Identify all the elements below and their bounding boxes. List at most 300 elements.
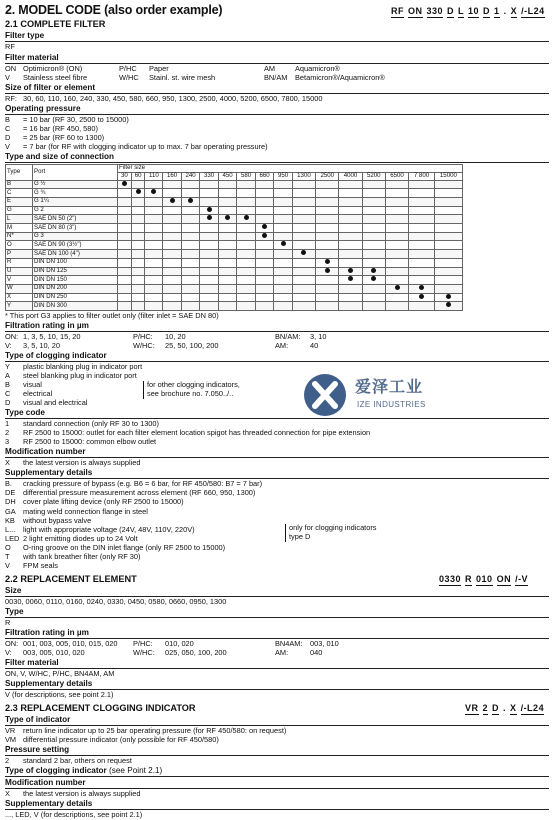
list-item: C = 16 bar (RF 450, 580) bbox=[5, 123, 98, 133]
table-cell bbox=[362, 232, 385, 241]
table-cell bbox=[339, 241, 362, 250]
list-item: VR return line indicator up to 25 bar operating pressure (for RF 450/580: on request) bbox=[5, 726, 287, 736]
label-element-material: Filter material bbox=[5, 658, 549, 669]
table-header-size-value: 580 bbox=[237, 172, 256, 180]
table-cell bbox=[131, 284, 145, 293]
table-cell bbox=[181, 189, 200, 198]
list-item: ON: 001, 003, 005, 010, 015, 020 P/HC: 010, 020 BN4AM: 003, 010 bbox=[5, 639, 339, 649]
table-cell bbox=[131, 302, 145, 311]
table-cell bbox=[237, 197, 256, 206]
table-cell bbox=[385, 276, 408, 285]
code-part: 10 bbox=[468, 6, 480, 16]
code-part: R bbox=[465, 573, 473, 584]
indicator-modification-list bbox=[5, 789, 549, 798]
list-item: L... light with appropriate voltage (24V, 48V, 110V, 220V) bbox=[5, 524, 195, 534]
code-part: ON bbox=[496, 573, 512, 584]
list-item: KB without bypass valve bbox=[5, 515, 92, 525]
table-cell bbox=[385, 267, 408, 276]
list-item: X the latest version is always supplied bbox=[5, 458, 141, 468]
table-cell bbox=[274, 241, 293, 250]
label-indicator-modification: Modification number bbox=[5, 778, 549, 789]
table-row bbox=[6, 232, 463, 241]
label-indicator-type: Type of indicator bbox=[5, 715, 549, 726]
table-cell bbox=[409, 189, 435, 198]
table-cell bbox=[385, 215, 408, 224]
table-cell bbox=[339, 258, 362, 267]
table-cell bbox=[316, 258, 339, 267]
table-cell bbox=[339, 250, 362, 259]
table-cell bbox=[181, 250, 200, 259]
table-cell-port: DIN DN 100 bbox=[33, 258, 118, 267]
table-cell bbox=[274, 180, 293, 189]
table-cell bbox=[255, 189, 274, 198]
table-cell bbox=[181, 180, 200, 189]
model-code-element bbox=[437, 574, 530, 586]
table-header-size-value: 60 bbox=[131, 172, 145, 180]
table-cell bbox=[145, 180, 163, 189]
table-cell bbox=[131, 267, 145, 276]
list-item: V FPM seals bbox=[5, 560, 58, 570]
list-item: GA mating weld connection flange in steel bbox=[5, 506, 148, 516]
supplementary-list bbox=[5, 479, 549, 569]
table-cell bbox=[145, 267, 163, 276]
table-cell bbox=[385, 180, 408, 189]
table-cell bbox=[118, 206, 132, 215]
label-size: Size of filter or element bbox=[5, 83, 549, 94]
table-cell bbox=[409, 276, 435, 285]
label-filtration-rating: Filtration rating in µm bbox=[5, 321, 549, 332]
table-cell bbox=[255, 276, 274, 285]
table-cell bbox=[409, 206, 435, 215]
table-cell bbox=[316, 293, 339, 302]
availability-dot bbox=[419, 285, 424, 290]
table-header-size-value: 30 bbox=[118, 172, 132, 180]
table-cell bbox=[362, 215, 385, 224]
table-cell bbox=[274, 206, 293, 215]
table-cell bbox=[316, 250, 339, 259]
table-cell bbox=[145, 197, 163, 206]
table-cell bbox=[292, 302, 315, 311]
table-cell bbox=[255, 284, 274, 293]
table-cell-type: O bbox=[6, 241, 33, 250]
code-part: /-L24 bbox=[520, 703, 545, 714]
table-cell bbox=[362, 206, 385, 215]
table-cell bbox=[163, 180, 182, 189]
table-cell bbox=[118, 224, 132, 233]
label-type-code: Type code bbox=[5, 408, 549, 419]
table-cell bbox=[131, 258, 145, 267]
table-row bbox=[6, 258, 463, 267]
list-item: B = 10 bar (RF 30, 2500 to 15000) bbox=[5, 114, 129, 124]
table-cell bbox=[200, 267, 219, 276]
table-cell bbox=[237, 180, 256, 189]
table-header-size-value: 330 bbox=[200, 172, 219, 180]
table-cell bbox=[339, 293, 362, 302]
table-row bbox=[6, 293, 463, 302]
table-row bbox=[6, 284, 463, 293]
table-cell bbox=[434, 284, 462, 293]
code-part: . bbox=[503, 703, 507, 714]
table-cell bbox=[218, 197, 237, 206]
availability-dot bbox=[207, 207, 212, 212]
table-cell bbox=[163, 206, 182, 215]
table-cell bbox=[316, 189, 339, 198]
table-cell-port: G 1¼ bbox=[33, 197, 118, 206]
list-item: 2 standard 2 bar, others on request bbox=[5, 756, 132, 766]
table-cell bbox=[181, 224, 200, 233]
table-cell bbox=[255, 232, 274, 241]
element-type-value: R bbox=[5, 617, 11, 627]
table-cell bbox=[145, 258, 163, 267]
table-cell bbox=[200, 232, 219, 241]
availability-dot bbox=[225, 215, 230, 220]
table-cell bbox=[131, 197, 145, 206]
list-item: X the latest version is always supplied bbox=[5, 789, 141, 799]
table-cell bbox=[181, 293, 200, 302]
table-cell bbox=[237, 232, 256, 241]
table-row bbox=[6, 276, 463, 285]
table-cell bbox=[163, 302, 182, 311]
table-cell bbox=[316, 197, 339, 206]
table-cell bbox=[385, 293, 408, 302]
table-cell bbox=[434, 224, 462, 233]
table-row bbox=[6, 189, 463, 198]
table-cell bbox=[145, 284, 163, 293]
table-cell bbox=[274, 215, 293, 224]
table-cell-type: X bbox=[6, 293, 33, 302]
table-cell bbox=[237, 293, 256, 302]
table-cell bbox=[218, 232, 237, 241]
table-cell bbox=[131, 250, 145, 259]
list-item: Y plastic blanking plug in indicator port bbox=[5, 362, 143, 372]
indicator-type-list bbox=[5, 726, 549, 744]
watermark-logo bbox=[302, 372, 472, 418]
table-cell bbox=[292, 284, 315, 293]
table-cell bbox=[362, 224, 385, 233]
table-cell bbox=[181, 206, 200, 215]
table-header-size-value: 950 bbox=[274, 172, 293, 180]
table-cell bbox=[409, 215, 435, 224]
table-cell bbox=[163, 232, 182, 241]
table-cell bbox=[181, 232, 200, 241]
table-cell bbox=[163, 215, 182, 224]
table-header-size-value: 4000 bbox=[339, 172, 362, 180]
table-cell bbox=[131, 276, 145, 285]
table-cell bbox=[255, 215, 274, 224]
table-cell bbox=[131, 206, 145, 215]
table-cell-port: SAE DN 80 (3") bbox=[33, 224, 118, 233]
availability-dot bbox=[419, 294, 424, 299]
list-item: V = 7 bar (for RF with clogging indicator up to max. 7 bar operating pressure) bbox=[5, 141, 268, 151]
section-heading-complete-filter: 2.1 COMPLETE FILTER bbox=[5, 19, 106, 30]
table-cell bbox=[200, 197, 219, 206]
table-cell-type: R bbox=[6, 258, 33, 267]
table-cell bbox=[409, 250, 435, 259]
table-cell bbox=[255, 258, 274, 267]
table-cell bbox=[163, 197, 182, 206]
table-header-size-value: 6500 bbox=[385, 172, 408, 180]
table-cell bbox=[181, 284, 200, 293]
list-item: O O-ring groove on the DIN inlet flange (only RF 2500 to 15000) bbox=[5, 542, 226, 552]
table-header-size-value: 160 bbox=[163, 172, 182, 180]
table-cell bbox=[316, 224, 339, 233]
filtration-rating-list bbox=[5, 332, 549, 350]
table-cell bbox=[131, 180, 145, 189]
table-cell bbox=[362, 189, 385, 198]
list-item: V: 003, 005, 010, 020 W/HC: 025, 050, 100, 200 AM: 040 bbox=[5, 648, 323, 658]
table-row bbox=[6, 250, 463, 259]
table-cell-port: DIN DN 300 bbox=[33, 302, 118, 311]
table-cell bbox=[218, 241, 237, 250]
table-cell bbox=[434, 241, 462, 250]
table-cell bbox=[181, 241, 200, 250]
label-connection: Type and size of connection bbox=[5, 152, 549, 163]
availability-dot bbox=[325, 268, 330, 273]
list-item: D visual and electrical bbox=[5, 398, 88, 408]
list-item: 1 standard connection (only RF 30 to 1300) bbox=[5, 419, 159, 429]
table-cell-port: DIN DN 150 bbox=[33, 276, 118, 285]
table-cell bbox=[200, 250, 219, 259]
table-cell bbox=[237, 224, 256, 233]
table-cell bbox=[274, 250, 293, 259]
table-cell bbox=[362, 180, 385, 189]
table-cell bbox=[409, 267, 435, 276]
label-element-supplementary: Supplementary details bbox=[5, 679, 549, 690]
availability-dot bbox=[281, 241, 286, 246]
table-row bbox=[6, 224, 463, 233]
table-cell-port: G 3 bbox=[33, 232, 118, 241]
table-header-port: Port bbox=[33, 164, 118, 180]
table-cell bbox=[237, 284, 256, 293]
table-cell-port: G 2 bbox=[33, 206, 118, 215]
table-cell bbox=[145, 241, 163, 250]
table-cell bbox=[362, 284, 385, 293]
label-filter-material: Filter material bbox=[5, 53, 549, 64]
table-cell-type: Y bbox=[6, 302, 33, 311]
code-part: D bbox=[447, 6, 455, 16]
model-code-filter bbox=[389, 6, 547, 18]
list-item: VM differential pressure indicator (only possible for RF 450/580) bbox=[5, 735, 219, 745]
table-cell bbox=[255, 224, 274, 233]
table-header-size-value: 110 bbox=[145, 172, 163, 180]
table-cell bbox=[200, 258, 219, 267]
table-cell bbox=[200, 276, 219, 285]
table-header-type: Type bbox=[6, 164, 33, 180]
table-cell bbox=[385, 232, 408, 241]
table-cell bbox=[255, 293, 274, 302]
table-cell bbox=[163, 224, 182, 233]
table-cell bbox=[131, 189, 145, 198]
availability-dot bbox=[446, 302, 451, 307]
availability-dot bbox=[446, 294, 451, 299]
table-cell bbox=[409, 180, 435, 189]
table-header-size-value: 660 bbox=[255, 172, 274, 180]
table-cell bbox=[118, 180, 132, 189]
table-cell bbox=[292, 224, 315, 233]
table-row bbox=[6, 180, 463, 189]
connection-table bbox=[5, 164, 463, 311]
code-part: RF bbox=[391, 6, 404, 16]
table-cell bbox=[385, 258, 408, 267]
table-cell bbox=[131, 241, 145, 250]
table-row bbox=[6, 197, 463, 206]
code-part: 2 bbox=[482, 703, 489, 714]
label-element-type: Type bbox=[5, 607, 549, 618]
table-cell bbox=[339, 284, 362, 293]
table-cell bbox=[131, 224, 145, 233]
table-cell bbox=[218, 276, 237, 285]
table-cell bbox=[255, 302, 274, 311]
table-cell bbox=[434, 250, 462, 259]
table-cell bbox=[145, 250, 163, 259]
table-cell bbox=[339, 267, 362, 276]
code-part: . bbox=[503, 6, 507, 16]
table-header-size-value: 5200 bbox=[362, 172, 385, 180]
watermark-en: IZE INDUSTRIES bbox=[357, 400, 426, 409]
table-cell bbox=[292, 180, 315, 189]
table-cell bbox=[218, 293, 237, 302]
table-cell-type: W bbox=[6, 284, 33, 293]
availability-dot bbox=[371, 276, 376, 281]
table-cell bbox=[218, 250, 237, 259]
table-cell bbox=[118, 250, 132, 259]
table-cell bbox=[362, 258, 385, 267]
table-cell bbox=[292, 267, 315, 276]
table-cell bbox=[434, 180, 462, 189]
table-cell bbox=[409, 224, 435, 233]
section-heading-replacement-element: 2.2 REPLACEMENT ELEMENT 0330 R 010 ON /-V bbox=[5, 573, 529, 584]
table-row bbox=[6, 267, 463, 276]
table-cell bbox=[200, 284, 219, 293]
table-cell bbox=[237, 206, 256, 215]
label-modification-number: Modification number bbox=[5, 447, 549, 458]
table-header-size-value: 15000 bbox=[434, 172, 462, 180]
table-cell bbox=[339, 276, 362, 285]
table-cell bbox=[200, 241, 219, 250]
table-cell bbox=[409, 258, 435, 267]
availability-dot bbox=[207, 215, 212, 220]
table-header-size-value: 240 bbox=[181, 172, 200, 180]
table-cell bbox=[339, 215, 362, 224]
table-cell-type: E bbox=[6, 197, 33, 206]
table-cell bbox=[237, 215, 256, 224]
table-cell bbox=[409, 241, 435, 250]
code-part: 1 bbox=[494, 6, 500, 16]
table-cell bbox=[200, 293, 219, 302]
label-indicator-supplementary: Supplementary details bbox=[5, 799, 549, 810]
table-cell bbox=[218, 206, 237, 215]
table-row bbox=[6, 206, 463, 215]
table-header-size-value: 2500 bbox=[316, 172, 339, 180]
section-heading-clogging-indicator: 2.3 REPLACEMENT CLOGGING INDICATOR VR 2 D . X /-L24 bbox=[5, 703, 545, 714]
label-indicator-clogging: Type of clogging indicator (see Point 2.1) bbox=[5, 766, 549, 777]
table-cell-type: C bbox=[6, 189, 33, 198]
table-cell bbox=[274, 197, 293, 206]
table-cell bbox=[200, 302, 219, 311]
table-cell bbox=[118, 232, 132, 241]
table-cell bbox=[118, 276, 132, 285]
table-cell bbox=[292, 293, 315, 302]
table-cell bbox=[316, 180, 339, 189]
table-cell bbox=[237, 258, 256, 267]
table-cell bbox=[409, 232, 435, 241]
table-cell bbox=[163, 189, 182, 198]
label-element-filtration: Filtration rating in µm bbox=[5, 628, 549, 639]
filter-material-list bbox=[5, 64, 549, 82]
table-cell bbox=[200, 180, 219, 189]
table-cell bbox=[362, 276, 385, 285]
table-cell bbox=[385, 206, 408, 215]
table-cell-type: G bbox=[6, 206, 33, 215]
code-part: /-V bbox=[515, 573, 529, 584]
code-part: D bbox=[492, 703, 500, 714]
table-cell bbox=[237, 276, 256, 285]
table-cell bbox=[316, 241, 339, 250]
table-cell bbox=[316, 232, 339, 241]
table-cell bbox=[181, 258, 200, 267]
table-cell bbox=[218, 180, 237, 189]
table-cell bbox=[237, 241, 256, 250]
table-cell bbox=[163, 258, 182, 267]
code-part: 010 bbox=[476, 573, 493, 584]
list-item: B visual bbox=[5, 380, 42, 390]
table-cell bbox=[255, 197, 274, 206]
table-cell bbox=[145, 293, 163, 302]
table-cell bbox=[434, 293, 462, 302]
table-cell bbox=[292, 276, 315, 285]
table-cell bbox=[118, 215, 132, 224]
table-cell bbox=[237, 267, 256, 276]
table-cell bbox=[274, 276, 293, 285]
availability-dot bbox=[371, 268, 376, 273]
table-cell-type: N* bbox=[6, 232, 33, 241]
table-cell bbox=[274, 267, 293, 276]
table-row bbox=[6, 241, 463, 250]
table-cell bbox=[218, 215, 237, 224]
label-clogging-indicator: Type of clogging indicator bbox=[5, 351, 549, 362]
list-item: DH cover plate lifting device (only RF 2500 to 15000) bbox=[5, 497, 184, 507]
table-cell bbox=[145, 232, 163, 241]
table-cell bbox=[385, 224, 408, 233]
table-row bbox=[6, 215, 463, 224]
modification-list bbox=[5, 458, 549, 467]
table-cell bbox=[362, 302, 385, 311]
table-cell bbox=[316, 276, 339, 285]
element-material-value: ON, V, W/HC, P/HC, BN4AM, AM bbox=[5, 669, 115, 679]
table-header-size-value: 450 bbox=[218, 172, 237, 180]
table-cell bbox=[200, 189, 219, 198]
table-cell bbox=[316, 206, 339, 215]
table-cell-port: SAE DN 90 (3½") bbox=[33, 241, 118, 250]
table-cell bbox=[274, 224, 293, 233]
table-cell bbox=[409, 284, 435, 293]
table-cell-type: L bbox=[6, 215, 33, 224]
table-cell bbox=[163, 284, 182, 293]
table-cell bbox=[118, 189, 132, 198]
table-cell bbox=[181, 267, 200, 276]
supplementary-note: only for clogging indicators type D bbox=[285, 524, 377, 542]
availability-dot bbox=[325, 259, 330, 264]
table-cell-type: B bbox=[6, 180, 33, 189]
type-code-list bbox=[5, 419, 549, 446]
table-cell bbox=[218, 267, 237, 276]
pressure-setting-list bbox=[5, 756, 549, 765]
code-part: ON bbox=[408, 6, 423, 16]
table-cell bbox=[292, 250, 315, 259]
table-cell bbox=[163, 276, 182, 285]
code-part: L bbox=[458, 6, 465, 16]
code-part: /-L24 bbox=[521, 6, 545, 16]
